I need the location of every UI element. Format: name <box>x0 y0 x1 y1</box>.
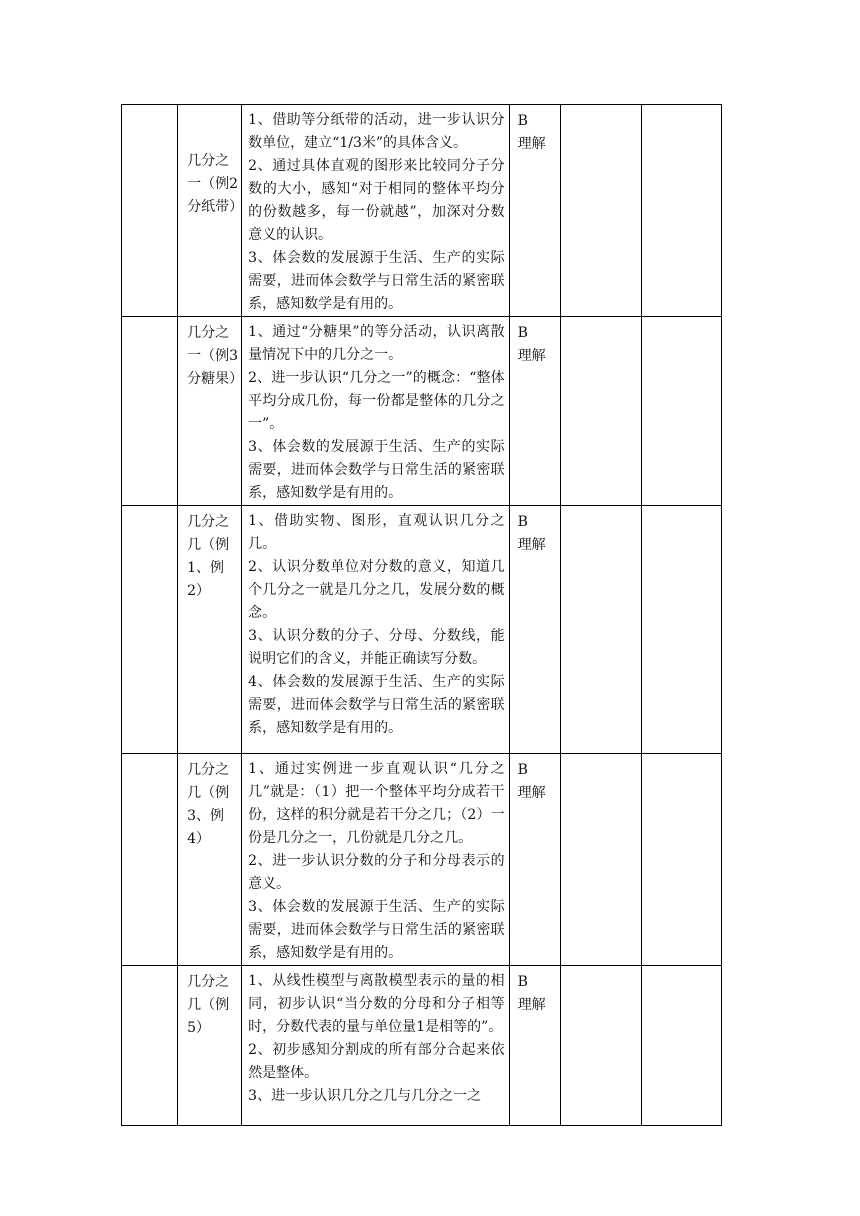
topic-text: 几分之几（例1、例2） <box>187 514 230 599</box>
empty-cell <box>560 506 641 754</box>
level-cell <box>509 105 560 317</box>
empty-cell <box>641 506 721 754</box>
goal-item: 1、借助等分纸带的活动，进一步认识分数单位，建立“1/3米”的具体含义。 <box>248 112 505 151</box>
level-word: 理解 <box>517 997 546 1013</box>
empty-cell <box>560 966 641 1126</box>
empty-cell <box>560 105 641 317</box>
topic-cell <box>178 506 242 754</box>
unit-cell <box>122 506 178 754</box>
goals-cell <box>242 506 509 754</box>
table-row <box>122 754 722 966</box>
goal-item: 1、通过“分糖果”的等分活动，认识离散量情况下中的几分之一。 <box>248 324 505 363</box>
goal-item: 4、体会数的发展源于生活、生产的实际需要，进而体会数学与日常生活的紧密联系，感知数学是有用的。 <box>248 674 505 736</box>
level-grade: B <box>517 325 542 341</box>
goal-item: 1、借助实物、图形，直观认识几分之几。 <box>248 513 505 552</box>
topic-cell <box>178 105 242 317</box>
unit-cell <box>122 317 178 506</box>
goal-item: 1、通过实例进一步直观认识“几分之几”就是：（1）把一个整体平均分成若干份，这样的积分就是若干分之几；（2）一份是几分之一，几份就是几分之几。 <box>248 761 505 846</box>
goal-item: 3、体会数的发展源于生活、生产的实际需要，进而体会数学与日常生活的紧密联系，感知数学是有用的。 <box>248 899 505 961</box>
empty-cell <box>641 105 721 317</box>
goal-item: 2、初步感知分割成的所有部分合起来依然是整体。 <box>248 1042 505 1081</box>
topic-cell <box>178 317 242 506</box>
topic-cell <box>178 754 242 966</box>
goal-item: 2、进一步认识分数的分子和分母表示的意义。 <box>248 853 505 892</box>
table-row <box>122 966 722 1126</box>
goal-item: 2、认识分数单位对分数的意义，知道几个几分之一就是几分之几，发展分数的概念。 <box>248 559 505 621</box>
empty-cell <box>560 317 641 506</box>
unit-cell <box>122 966 178 1126</box>
level-grade: B <box>517 762 542 778</box>
topic-text: 几分之几（例3、例4） <box>187 762 230 847</box>
level-cell <box>509 506 560 754</box>
topic-text: 几分之一（例2分纸带） <box>187 153 244 215</box>
goals-cell <box>242 317 509 506</box>
unit-cell <box>122 754 178 966</box>
goal-item: 2、进一步认识“几分之一”的概念：“整体平均分成几份，每一份都是整体的几分之一”。 <box>248 370 505 432</box>
empty-cell <box>560 754 641 966</box>
level-word: 理解 <box>517 136 546 152</box>
table-row <box>122 317 722 506</box>
goal-item: 3、体会数的发展源于生活、生产的实际需要，进而体会数学与日常生活的紧密联系，感知数学是有用的。 <box>248 250 505 312</box>
topic-cell <box>178 966 242 1126</box>
goal-item: 3、进一步认识几分之几与几分之一之 <box>248 1088 482 1104</box>
curriculum-table <box>121 104 722 1126</box>
level-grade: B <box>517 514 542 530</box>
goal-item: 3、认识分数的分子、分母、分数线，能说明它们的含义，并能正确读写分数。 <box>248 628 505 667</box>
empty-cell <box>641 754 721 966</box>
level-cell <box>509 966 560 1126</box>
empty-cell <box>641 317 721 506</box>
level-word: 理解 <box>517 348 546 364</box>
level-grade: B <box>517 113 542 129</box>
unit-cell <box>122 105 178 317</box>
level-cell <box>509 317 560 506</box>
table-row <box>122 506 722 754</box>
goals-cell <box>242 754 509 966</box>
goals-cell <box>242 966 509 1126</box>
level-word: 理解 <box>517 537 546 553</box>
level-cell <box>509 754 560 966</box>
topic-text: 几分之一（例3分糖果） <box>187 325 244 387</box>
goal-item: 3、体会数的发展源于生活、生产的实际需要，进而体会数学与日常生活的紧密联系，感知数学是有用的。 <box>248 439 505 501</box>
goal-item: 2、通过具体直观的图形来比较同分子分数的大小，感知“对于相同的整体平均分的份数越多，每一份就越”，加深对分数意义的认识。 <box>248 158 505 243</box>
level-word: 理解 <box>517 785 546 801</box>
goals-cell <box>242 105 509 317</box>
topic-text: 几分之几（例5） <box>187 974 230 1036</box>
goal-item: 1、从线性模型与离散模型表示的量的相同，初步认识“当分数的分母和分子相等时，分数代表的量与单位量1是相等的”。 <box>248 973 505 1035</box>
level-grade: B <box>517 974 542 990</box>
table-row <box>122 105 722 317</box>
empty-cell <box>641 966 721 1126</box>
